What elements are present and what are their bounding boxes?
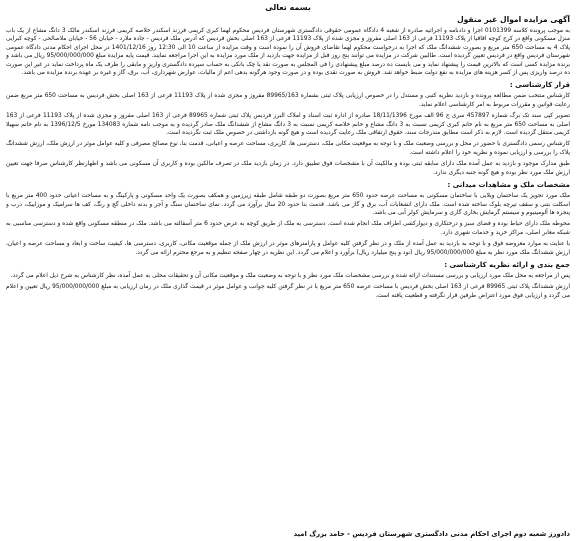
signature-line: دادورز شعبه دوم اجرای احکام مدنی دادگستری شهرستان فردیس - حامد بزرگ امید	[293, 530, 570, 538]
auction-notice	[6, 2, 570, 539]
intro-paragraph: به موجب پرونده کلاسه 0101399 اجرا و دادنامه و اجرائیه صادره از شعبه 4 دادگاه عمومی حقوقی دادگستری شهرستان فردیس محکوم لهما کبری کریمی فرزند اسکندر خلاصه کریمی فرزند اسکندر مالک 3 دانگ مشاع از یک باب منزل مسکونی واقع در کرج کوچه اقاقیا از پلاک 11193 فرعی از 163 اصلی مفروز و مجزی شده از پلاک 11193 فرعی از 163 اصلی بخش فردیس که آدرس ملک فردیس - جاده ملارد - خیابان 56 - خیابان ملاصالحی - کوچه کبرایی پلاک 4 به مساحت 650 متر مربع و بصورت ششدانگ ملک که اجرا به درخواست محکوم لهما تقاضای فروش آن را نموده است و وقت مزایده از ساعت 10 الی 12:30 روز 1401/12/16 در محل اجرای احکام مدنی دادگاه عمومی شهرستان فردیس واقع در فردیس تعیین گردیده است. طالبین شرکت در مزایده می توانند پنج روز قبل از مزایده جهت بازدید از ملک مورد مزایده به این اجرا مراجعه نمایند. قیمت پایه مزایده مبلغ 95/000/000/000 ریال می باشد و برنده مزایده کسی است که بالاترین قیمت را پیشنهاد نماید و می بایست ده درصد مبلغ پیشنهادی را فی المجلس به صورت نقد یا چک بانکی به حساب سپرده دادگستری واریز و مابقی را ظرف یک ماه پرداخت نماید در غیر این صورت ده درصد واریزی پس از کسر هزینه های مزایده به نفع دولت ضبط خواهد شد. فروش به صورت نقدی بوده و در صورت وجود هرگونه بدهی اعم از مالیات، عوارض شهرداری، آب، برق، گاز و غیره بر عهده برنده مزایده می باشد.	[6, 28, 570, 77]
description-paragraph-2: محوطه ملک دارای حیاط بوده و فضای سبز و درختکاری و دیوارکشی اطراف ملک انجام شده است. دسترسی به ملک از طریق کوچه به عرض حدود 6 متر آسفالته می باشد. ملک در منطقه مسکونی واقع شده و دسترسی مناسبی به شبکه معابر اصلی، مراکز خرید و خدمات شهری دارد.	[6, 221, 570, 236]
report-paragraph-3: کارشناس رسمی دادگستری با حضور در محل و بررسی وضعیت ملک و با توجه به موقعیت مکانی ملک، دسترسی ها، کاربری، مساحت عرصه و اعیانی، قدمت بنا، نوع مصالح مصرفی و کلیه عوامل موثر در ارزش ملک، ارزش ششدانگ پلاک را بررسی و ارزیابی نموده و نظریه خود را اعلام داشته است.	[6, 141, 570, 156]
basmala: بسمه تعالی	[265, 3, 311, 12]
description-paragraph-3: با عنایت به موارد معروضه فوق و با توجه به بازدید به عمل آمده از ملک و در نظر گرفتن کلیه عوامل و پارامترهای موثر در ارزش ملک از جمله موقعیت مکانی، کاربری، دسترسی ها، کیفیت ساخت و ابعاد و مساحت عرصه و اعیان، ارزش ششدانگ ملک مورد نظر به مبلغ 95/000/000/000 ریال (نود و پنج میلیارد ریال) برآورد و اعلام می گردد. این نظریه در چهار صفحه تنظیم و به مرجع محترم ارائه می گردد.	[6, 241, 570, 256]
report-paragraph-2: تصویر کپی سند تک برگ شماره 457897 سری ج 96 الف مورخ 18/11/1396 صادره از اداره ثبت اسناد و املاک البرز فردیس پلاک ثبتی شماره 89965 فرعی از 163 اصلی مفروز و مجزی شده از پلاک 11193 فرعی از 163 اصلی به مساحت 650 متر مربع به نام خانم کبری کریمی نسبت به 3 دانگ مشاع و خانم خلاصه کریمی نسبت به 3 دانگ مشاع از ششدانگ ملک صادر گردیده و به موجب نامه شماره 134083 مورخ 1396/12/5 به نام خانم سهیلا کریمی منتقل گردیده است. لازم به ذکر است مطابق مندرجات سند، حقوق ارتفاقی ملک رعایت گردیده است و هیچ گونه بازداشتی در خصوص ملک ثبت نگردیده است.	[6, 113, 570, 137]
report-paragraph-1: کارشناس منتخب ضمن مطالعه پرونده و بازدید نظریه کتبی و مستدل را در خصوص ارزیابی پلاک ثبتی بشماره 89965/163 مفروز و مجزی شده از پلاک 11193 فرعی از 163 اصلی بخش فردیس به مساحت 650 متر مربع ضمن رعایت قوانین و مقررات مربوط به امر کارشناسی اعلام نماید.	[6, 93, 570, 108]
final-paragraph-2: ارزش ششدانگ پلاک ثبتی 89965 فرعی از 163 اصلی بخش فردیس با مساحت عرصه 650 متر مربع با در نظر گرفتن کلیه جوانب و عوامل موثر در قیمت گذاری ملک در زمان ارزیابی به مبلغ 95/000/000/000 ریال تعیین و اعلام می گردد و ارزیابی فوق مورد اعتراض طرفین قرار نگرفته و قطعیت یافته است.	[6, 284, 570, 299]
heading-property-description: مشخصات ملک و مشاهدات میدانی :	[447, 181, 570, 190]
notice-title: آگهی مزایده اموال غیر منقول	[457, 15, 570, 24]
heading-expert-report: قرار کارشناسی :	[509, 81, 570, 90]
heading-final-opinion: جمع بندی و ارائه نظریه کارشناسی :	[444, 260, 570, 269]
report-paragraph-4: طبق مدارک موجود و بازدید به عمل آمده ملک دارای سابقه ثبتی بوده و مالکیت آن با مشخصات فوق تطبیق دارد. در زمان بازدید ملک در تصرف مالکین بوده و کاربری آن مسکونی می باشد و اظهارنظر کارشناس صرفا جهت تعیین ارزش ملک مورد نظر بوده و هیچ گونه جنبه دیگری ندارد.	[6, 161, 570, 176]
final-paragraph-1: پس از مراجعه به محل ملک مورد ارزیابی و بررسی مستندات ارائه شده و بررسی مشخصات ملک مورد نظر و با توجه به وضعیت ملک و موقعیت مکانی آن و تحقیقات محلی به عمل آمده، نظر کارشناس به شرح ذیل اعلام می گردد.	[10, 272, 570, 279]
description-paragraph-1: ملک مورد تجویز یک ساختمان ویلایی با ساختمان مسکونی به مساحت عرصه حدود 650 متر مربع بصورت دو طبقه شامل طبقه زیرزمین و همکف بصورت یک واحد مسکونی و پارکینگ و به مساحت اعیانی حدود 400 متر مربع با اسکلت بتنی و سقف تیرچه بلوک ساخته شده است. ملک دارای انشعابات آب، برق و گاز می باشد. قدمت بنا حدود 20 سال برآورد می گردد. نمای ساختمان سنگ و آجر و بدنه داخلی گچ و رنگ، کف ها سرامیک و موزاییک، درب و پنجره ها آلومینیوم و سیستم گرمایش بخاری گازی و سرمایش کولر آبی می باشد.	[6, 193, 570, 216]
